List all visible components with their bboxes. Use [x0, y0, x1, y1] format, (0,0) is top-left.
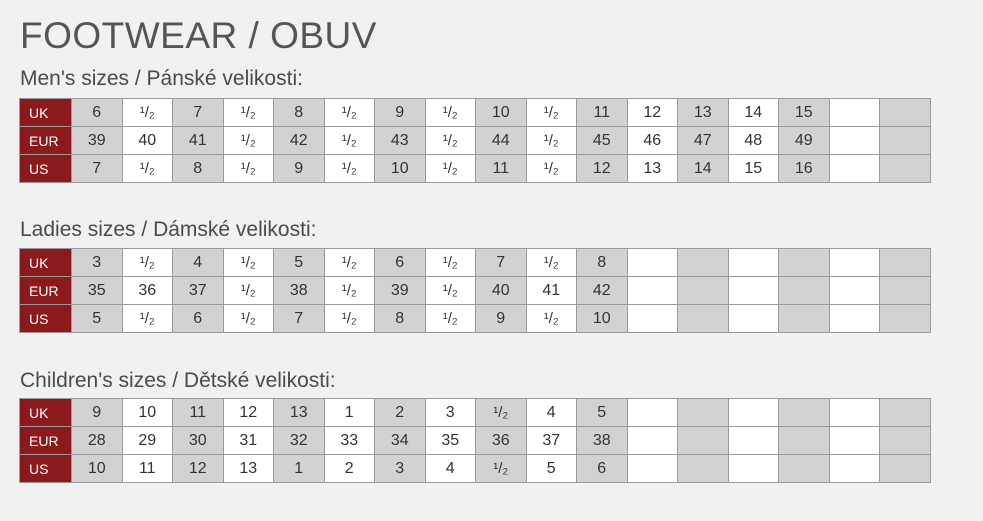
childrens-size-table [19, 398, 931, 483]
size-cell [829, 249, 880, 277]
size-cell: 44 [476, 127, 527, 155]
size-cell: 1 [324, 399, 375, 427]
size-cell [880, 455, 931, 483]
size-cell: 14 [728, 99, 779, 127]
size-cell [728, 455, 779, 483]
row-label: EUR [20, 427, 72, 455]
size-cell: 37 [526, 427, 577, 455]
size-row-eur [20, 427, 931, 455]
size-cell: 31 [223, 427, 274, 455]
size-cell: ¹/₂ [425, 155, 476, 183]
size-cell [728, 249, 779, 277]
size-cell: 34 [375, 427, 426, 455]
mens-sizes-heading: Men's sizes / Pánské velikosti: [20, 67, 303, 90]
size-cell: 13 [627, 155, 678, 183]
size-cell: 2 [324, 455, 375, 483]
size-cell: 9 [476, 305, 527, 333]
childrens-sizes-heading: Children's sizes / Dětské velikosti: [20, 369, 336, 392]
size-cell [627, 399, 678, 427]
row-label: US [20, 305, 72, 333]
row-label: US [20, 455, 72, 483]
size-cell: 16 [779, 155, 830, 183]
size-cell [627, 277, 678, 305]
size-cell: ¹/₂ [223, 277, 274, 305]
size-cell [627, 455, 678, 483]
size-cell: 33 [324, 427, 375, 455]
size-cell [728, 427, 779, 455]
size-cell: 47 [678, 127, 729, 155]
size-cell [627, 427, 678, 455]
size-cell [678, 277, 729, 305]
size-cell [829, 399, 880, 427]
size-cell: ¹/₂ [324, 249, 375, 277]
size-cell [880, 127, 931, 155]
row-label: EUR [20, 127, 72, 155]
size-row-us [20, 155, 931, 183]
size-cell [880, 277, 931, 305]
size-cell [779, 249, 830, 277]
size-cell: 5 [577, 399, 628, 427]
page-title: FOOTWEAR / OBUV [20, 15, 377, 56]
size-cell: ¹/₂ [526, 155, 577, 183]
size-cell: 39 [375, 277, 426, 305]
size-cell: ¹/₂ [425, 277, 476, 305]
size-cell: 5 [274, 249, 325, 277]
size-cell: 35 [72, 277, 123, 305]
size-cell: ¹/₂ [526, 249, 577, 277]
size-cell: 12 [627, 99, 678, 127]
size-cell [880, 305, 931, 333]
size-cell [678, 399, 729, 427]
size-cell: ¹/₂ [122, 249, 173, 277]
row-label: UK [20, 249, 72, 277]
size-cell: 10 [72, 455, 123, 483]
size-cell [829, 155, 880, 183]
size-cell: 3 [375, 455, 426, 483]
size-cell: 6 [173, 305, 224, 333]
size-cell: 9 [274, 155, 325, 183]
size-cell: ¹/₂ [122, 99, 173, 127]
size-cell: 39 [72, 127, 123, 155]
size-cell: 46 [627, 127, 678, 155]
size-cell: 40 [476, 277, 527, 305]
size-row-uk [20, 99, 931, 127]
size-cell [627, 249, 678, 277]
size-cell: 7 [274, 305, 325, 333]
size-cell [678, 249, 729, 277]
size-row-uk [20, 399, 931, 427]
size-cell: 12 [577, 155, 628, 183]
size-cell: 12 [223, 399, 274, 427]
size-cell: 32 [274, 427, 325, 455]
size-cell: 5 [72, 305, 123, 333]
size-cell: 9 [375, 99, 426, 127]
size-row-us [20, 455, 931, 483]
size-cell [880, 249, 931, 277]
size-cell: 4 [526, 399, 577, 427]
size-cell [829, 99, 880, 127]
size-row-us [20, 305, 931, 333]
size-cell [678, 427, 729, 455]
size-cell [779, 427, 830, 455]
size-cell [779, 305, 830, 333]
size-cell: 38 [274, 277, 325, 305]
size-cell: 42 [577, 277, 628, 305]
size-cell: 8 [375, 305, 426, 333]
size-cell: ¹/₂ [223, 127, 274, 155]
size-cell: 37 [173, 277, 224, 305]
size-cell: 15 [728, 155, 779, 183]
size-cell: 13 [274, 399, 325, 427]
size-cell: ¹/₂ [526, 99, 577, 127]
size-cell: ¹/₂ [223, 155, 274, 183]
size-cell: 38 [577, 427, 628, 455]
row-label: UK [20, 399, 72, 427]
row-label: US [20, 155, 72, 183]
size-cell: 10 [476, 99, 527, 127]
size-cell: 2 [375, 399, 426, 427]
size-cell: 10 [375, 155, 426, 183]
size-cell: ¹/₂ [476, 399, 527, 427]
size-cell: ¹/₂ [425, 99, 476, 127]
size-cell: 14 [678, 155, 729, 183]
size-cell: ¹/₂ [476, 455, 527, 483]
size-cell: ¹/₂ [122, 155, 173, 183]
size-cell: 4 [173, 249, 224, 277]
size-cell: 30 [173, 427, 224, 455]
size-cell: ¹/₂ [425, 249, 476, 277]
size-cell: ¹/₂ [223, 305, 274, 333]
size-cell: 35 [425, 427, 476, 455]
size-cell: 48 [728, 127, 779, 155]
size-cell [880, 427, 931, 455]
size-cell: 8 [173, 155, 224, 183]
size-cell: ¹/₂ [526, 127, 577, 155]
size-cell [880, 155, 931, 183]
size-cell: 6 [72, 99, 123, 127]
size-cell: 42 [274, 127, 325, 155]
size-cell [829, 455, 880, 483]
size-cell [728, 399, 779, 427]
size-cell: 49 [779, 127, 830, 155]
size-cell [728, 305, 779, 333]
row-label: UK [20, 99, 72, 127]
size-cell: 7 [173, 99, 224, 127]
size-cell: 7 [72, 155, 123, 183]
size-cell: 8 [577, 249, 628, 277]
size-cell: ¹/₂ [223, 249, 274, 277]
ladies-sizes-heading: Ladies sizes / Dámské velikosti: [20, 218, 317, 241]
size-cell [627, 305, 678, 333]
mens-size-table [19, 98, 931, 183]
size-cell: 11 [173, 399, 224, 427]
size-row-eur [20, 127, 931, 155]
size-cell: 29 [122, 427, 173, 455]
ladies-size-table [19, 248, 931, 333]
size-cell [779, 277, 830, 305]
size-cell: 40 [122, 127, 173, 155]
size-cell: 36 [122, 277, 173, 305]
size-cell [829, 427, 880, 455]
size-cell: 6 [577, 455, 628, 483]
size-cell: 6 [375, 249, 426, 277]
size-cell: ¹/₂ [324, 127, 375, 155]
size-cell: 1 [274, 455, 325, 483]
size-cell: 45 [577, 127, 628, 155]
size-row-uk [20, 249, 931, 277]
size-cell [829, 277, 880, 305]
size-cell [880, 99, 931, 127]
size-cell: 8 [274, 99, 325, 127]
size-cell: 36 [476, 427, 527, 455]
size-cell [829, 127, 880, 155]
row-label: EUR [20, 277, 72, 305]
size-cell [779, 455, 830, 483]
size-cell: 12 [173, 455, 224, 483]
size-cell: 41 [526, 277, 577, 305]
size-cell: 9 [72, 399, 123, 427]
size-cell: 5 [526, 455, 577, 483]
size-cell: 41 [173, 127, 224, 155]
size-cell: 28 [72, 427, 123, 455]
size-cell: 7 [476, 249, 527, 277]
size-row-eur [20, 277, 931, 305]
size-cell: 13 [223, 455, 274, 483]
size-cell: 13 [678, 99, 729, 127]
size-cell: 11 [476, 155, 527, 183]
size-cell [829, 305, 880, 333]
size-cell: 4 [425, 455, 476, 483]
size-cell: ¹/₂ [425, 305, 476, 333]
size-cell [728, 277, 779, 305]
size-cell: 3 [425, 399, 476, 427]
size-cell: ¹/₂ [122, 305, 173, 333]
size-cell: ¹/₂ [324, 99, 375, 127]
size-cell [678, 455, 729, 483]
size-cell: ¹/₂ [324, 305, 375, 333]
size-cell: ¹/₂ [324, 155, 375, 183]
size-cell: 15 [779, 99, 830, 127]
size-cell: ¹/₂ [425, 127, 476, 155]
size-cell: 10 [122, 399, 173, 427]
size-cell [678, 305, 729, 333]
size-cell: ¹/₂ [223, 99, 274, 127]
size-cell [880, 399, 931, 427]
size-cell [779, 399, 830, 427]
size-cell: ¹/₂ [324, 277, 375, 305]
size-cell: 43 [375, 127, 426, 155]
size-cell: 3 [72, 249, 123, 277]
size-cell: 11 [122, 455, 173, 483]
size-cell: 11 [577, 99, 628, 127]
size-cell: 10 [577, 305, 628, 333]
size-cell: ¹/₂ [526, 305, 577, 333]
